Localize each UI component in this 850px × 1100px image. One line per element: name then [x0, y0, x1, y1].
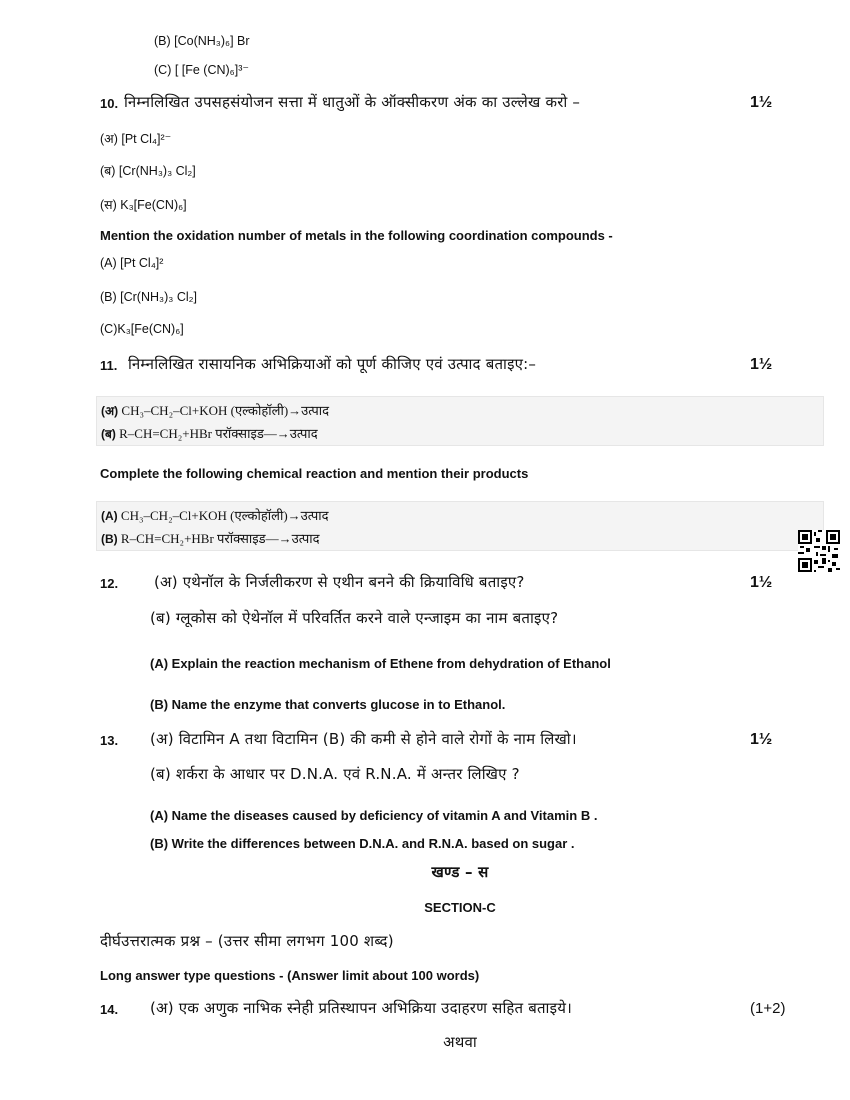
question-13-marks: 1½ [750, 731, 773, 748]
hindi-reaction-b-text: R–CH=CH₂+HBr परॉक्साइड—→उत्पाद [119, 426, 318, 441]
english-reaction-b-text: R–CH=CH₂+HBr परॉक्साइड—→उत्पाद [120, 531, 320, 546]
hindi-reaction-a-label: (अ) [101, 404, 119, 418]
question-13-english-a: (A) Name the diseases caused by deficiency of vitamin A and Vitamin B . [150, 808, 598, 823]
hindi-reaction-b-label: (ब) [101, 427, 116, 441]
question-11-marks: 1½ [750, 356, 773, 373]
section-heading-hindi: खण्ड – स [431, 863, 489, 881]
question-10-marks: 1½ [750, 94, 773, 111]
q10-hindi-item-c: (स) K₃[Fe(CN)₆] [100, 198, 187, 212]
english-reaction-a [101, 506, 329, 524]
question-11-english: Complete the following chemical reaction and mention their products [100, 466, 529, 481]
hindi-reaction-b [101, 424, 318, 442]
question-14-marks: (1+2) [750, 1000, 786, 1017]
section-heading-english: SECTION-C [424, 900, 496, 915]
q10-english-item-b: (B) [Cr(NH₃)₃ Cl₂] [100, 290, 197, 304]
hindi-reaction-box [96, 396, 824, 446]
question-13-hindi-a: (अ) विटामिन A तथा विटामिन (B) की कमी से होने वाले रोगों के नाम लिखो। [150, 730, 577, 748]
english-reaction-b-label: (B) [101, 532, 118, 546]
question-11-number: 11. [100, 358, 118, 373]
question-12-english-b: (B) Name the enzyme that converts glucose in to Ethanol. [150, 697, 506, 712]
english-reaction-a-text: CH₃–CH₂–Cl+KOH (एल्कोहॉली)→उत्पाद [120, 508, 329, 523]
q10-english-item-c: (C)K₃[Fe(CN)₆] [100, 322, 184, 336]
long-answer-english: Long answer type questions - (Answer limit about 100 words) [100, 968, 480, 983]
hindi-reaction-a-text: CH₃–CH₂–Cl+KOH (एल्कोहॉली)→उत्पाद [121, 403, 330, 418]
q10-english-item-a: (A) [Pt Cl₄]² [100, 256, 164, 270]
option-b-complex: (B) [Co(NH₃)₆] Br [154, 34, 250, 48]
question-12-hindi-a: (अ) एथेनॉल के निर्जलीकरण से एथीन बनने की क्रियाविधि बताइए? [154, 573, 525, 591]
q10-hindi-item-a: (अ) [Pt Cl₄]²⁻ [100, 132, 172, 146]
question-12-hindi-b: (ब) ग्लूकोस को ऐथेनॉल में परिवर्तित करने वाले एन्जाइम का नाम बताइए? [150, 609, 559, 627]
question-13-english-b: (B) Write the differences between D.N.A. and R.N.A. based on sugar . [150, 836, 575, 851]
question-11-hindi: निम्नलिखित रासायनिक अभिक्रियाओं को पूर्ण कीजिए एवं उत्पाद बताइए:– [128, 355, 537, 373]
question-10-hindi: निम्नलिखित उपसहसंयोजन सत्ता में धातुओं के ऑक्सीकरण अंक का उल्लेख करो – [124, 93, 581, 111]
question-10-number: 10. [100, 96, 119, 111]
hindi-reaction-a [101, 401, 329, 419]
question-14-hindi-a: (अ) एक अणुक नाभिक स्नेही प्रतिस्थापन अभिक्रिया उदाहरण सहित बताइये। [150, 999, 572, 1017]
question-10-english: Mention the oxidation number of metals in the following coordination compounds - [100, 228, 613, 243]
q10-hindi-item-b: (ब) [Cr(NH₃)₃ Cl₂] [100, 164, 196, 178]
question-12-marks: 1½ [750, 574, 773, 591]
or-label: अथवा [443, 1033, 477, 1051]
question-14-number: 14. [100, 1002, 119, 1017]
question-13-number: 13. [100, 733, 119, 748]
question-12-english-a: (A) Explain the reaction mechanism of Ethene from dehydration of Ethanol [150, 656, 611, 671]
option-c-complex: (C) [ [Fe (CN)₆]³⁻ [154, 63, 249, 77]
english-reaction-a-label: (A) [101, 509, 118, 523]
question-13-hindi-b: (ब) शर्करा के आधार पर D.N.A. एवं R.N.A. में अन्तर लिखिए ? [150, 765, 520, 783]
english-reaction-b [101, 529, 320, 547]
long-answer-hindi: दीर्घउत्तरात्मक प्रश्न – (उत्तर सीमा लगभग 100 शब्द) [100, 932, 394, 950]
english-reaction-box [96, 501, 824, 551]
qr-code-icon [798, 530, 840, 572]
question-12-number: 12. [100, 576, 119, 591]
